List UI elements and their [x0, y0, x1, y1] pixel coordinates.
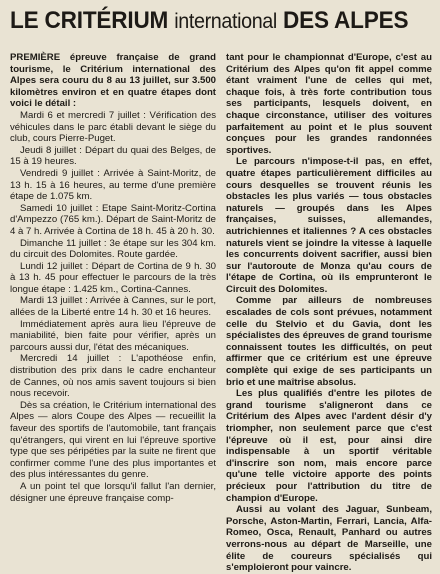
paragraph: [10, 400, 216, 481]
paragraph-text: épreuve française de grand tourisme, le Critérium international des Alpes sera couru du 8 au 13 juillet, sur 3.500 kilomètres environ et en quatre étapes dont voici le détail :: [10, 52, 216, 110]
paragraph: [226, 156, 432, 295]
title-part-3: DES ALPES: [282, 7, 409, 34]
paragraph-lead: PREMIÈRE: [10, 52, 61, 63]
paragraph: [10, 110, 216, 145]
paragraph-text: Mercredi 14 juillet : L'apothéose enfin, distribution des prix dans le cadre enchanteur de Cannes, où nos amis savent toujours si bien nous recevoir.: [10, 353, 216, 400]
paragraph-text: Dès sa création, le Critérium international des Alpes — alors Coupe des Alpes — recueillit la faveur des sportifs de l'automobile, tant français qu'étrangers, qui virent en lui l'épreuve sportive type que ses péripéties par la suite ne firent que confirmer comme l'une des plus importantes et des plus intéressantes du genre.: [10, 399, 216, 481]
paragraph-text: Les plus qualifiés d'entre les pilotes de grand tourisme s'aligneront dans ce Critérium des Alpes avec l'ardent désir d'y triompher, non seulement parce que c'est l'épreuve où il est, pour ainsi dire indispensable à un sportif véritable d'inscrire son nom, mais encore parce qu'une telle victoire apporte des points précieux pour l'attribution du titre de champion d'Europe.: [226, 388, 432, 504]
paragraph-text: Samedi 10 juillet : Etape Saint-Moritz-Cortina d'Ampezzo (765 km.). Départ de Saint-Moritz de 4 à 7 h. Arrivée à Cortina de 18 h. 45 à 20 h. 30.: [10, 202, 216, 237]
paragraph-text: Immédiatement après aura lieu l'épreuve de maniabilité, bien faite pour vérifier, après un parcours aussi dur, l'état des mécaniques.: [10, 318, 216, 353]
title-part-2: international: [174, 10, 277, 33]
paragraph: [10, 145, 216, 168]
paragraph: [10, 52, 216, 110]
left-column: [10, 52, 216, 574]
paragraph-text: Mardi 13 juillet : Arrivée à Cannes, sur le port, allées de la Liberté entre 14 h. 30 et 16 heures.: [10, 295, 216, 319]
paragraph-text: Lundi 12 juillet : Départ de Cortina de 9 h. 30 à 13 h. 45 pour effectuer le parcours de la très longue étape : 1.425 km., Cortina-Cannes.: [10, 260, 216, 295]
paragraph: [226, 52, 432, 156]
paragraph: [10, 481, 216, 504]
right-column: [226, 52, 432, 574]
paragraph-text: Jeudi 8 juillet : Départ du quai des Belges, de 15 à 19 heures.: [10, 144, 216, 168]
paragraph-text: Mardi 6 et mercredi 7 juillet : Vérification des véhicules dans le parc établi devant le siège du club, cours Pierre-Puget.: [10, 109, 216, 145]
paragraph: [10, 203, 216, 238]
paragraph-text: Le parcours n'impose-t-il pas, en effet, quatre étapes particulièrement difficiles au cours desquelles se trouvent réunis les obstacles les plus variés — tous obstacles naturels — groupés dans les Alpes françaises, suisses, allemandes, autrichiennes et italiennes ? A ces obstacles naturels vient se joindre la vitesse à laquelle les concurrents doivent sacrifier, aussi bien sur l'autoroute de Monza qu'au cours de l'étape de Cortina, où ils emprunteront le Circuit des Dolomites.: [226, 156, 432, 295]
paragraph: [10, 353, 216, 399]
title-part-1: LE CRITÉRIUM: [10, 7, 169, 34]
paragraph-text: Comme par ailleurs de nombreuses escalades de cols sont prévues, notamment celle du Stelvio et du Gavia, dont les spécialistes des épreuves de grand tourisme connaissent toutes les difficultés, on peut affirmer que ce critérium est une épreuve complète qui exige de ses participants un brio et une maîtrise absolus.: [226, 295, 432, 388]
paragraph: [226, 504, 432, 574]
paragraph-text: Dimanche 11 juillet : 3e étape sur les 304 km. du circuit des Dolomites. Route gardée.: [10, 237, 216, 261]
paragraph: [226, 388, 432, 504]
article-title: [10, 6, 407, 40]
paragraph: [226, 295, 432, 388]
paragraph-text: A un point tel que lorsqu'il fallut l'an dernier, désigner une épreuve française comp-: [10, 480, 216, 504]
paragraph-text: tant pour le championnat d'Europe, c'est au Critérium des Alpes qu'on fit appel comme étant vraiment l'une de celles qui met, chaque fois, à très forte contribution tous ses participants, lesquels doivent, en chaque circonstance, utiliser des voitures parfaitement au point et le plus souvent conçues pour les grandes randonnées sportives.: [226, 52, 432, 156]
paragraph: [10, 261, 216, 296]
paragraph: [10, 319, 216, 354]
paragraph: [10, 238, 216, 261]
paragraph-text: Aussi au volant des Jaguar, Sunbeam, Porsche, Aston-Martin, Ferrari, Lancia, Alfa-Romeo, Osca, Renault, Panhard ou autres verrons-nous au départ de Marseille, une élite de coureurs spécialisés qui s'emploieront pour vaincre.: [226, 504, 432, 574]
article-columns: [10, 52, 432, 574]
paragraph: [10, 168, 216, 203]
paragraph: [10, 295, 216, 318]
paragraph-text: Vendredi 9 juillet : Arrivée à Saint-Moritz, de 13 h. 15 à 16 heures, au terme d'une première étape de 1.075 km.: [10, 167, 216, 203]
